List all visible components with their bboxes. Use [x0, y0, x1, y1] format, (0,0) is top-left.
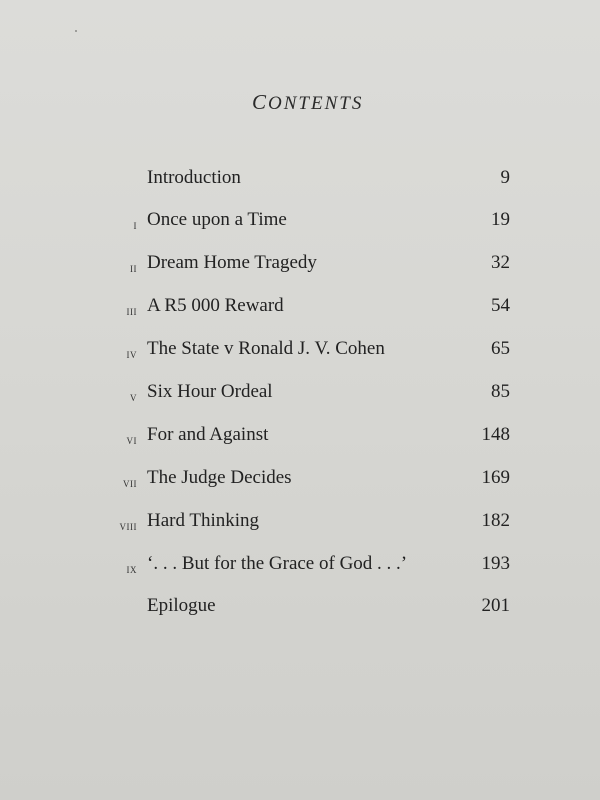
chapter-numeral: vii — [123, 475, 137, 490]
toc-entry-chapter-9 — [0, 553, 600, 583]
chapter-title: The Judge Decides — [147, 467, 292, 488]
page-number: 32 — [491, 252, 510, 273]
toc-entry-chapter-7 — [0, 467, 600, 497]
chapter-numeral: viii — [119, 518, 137, 533]
toc-entry-chapter-6 — [0, 424, 600, 454]
contents-heading: CONTENTS — [252, 90, 364, 114]
chapter-title: Introduction — [147, 167, 241, 188]
chapter-title: A R5 000 Reward — [147, 295, 284, 316]
toc-entry-chapter-2 — [0, 252, 600, 282]
chapter-title: The State v Ronald J. V. Cohen — [147, 338, 385, 359]
chapter-numeral: iv — [126, 346, 137, 361]
toc-entry-chapter-5 — [0, 381, 600, 411]
chapter-numeral: iii — [126, 303, 137, 318]
chapter-title: Hard Thinking — [147, 510, 260, 531]
chapter-numeral: v — [130, 389, 137, 404]
toc-entry-chapter-4 — [0, 338, 600, 368]
page-number: 85 — [491, 381, 510, 402]
page-number: 182 — [481, 510, 510, 531]
page-number: 65 — [491, 338, 510, 359]
page-number: 201 — [481, 595, 510, 616]
paper-speck — [75, 30, 77, 32]
toc-entry-chapter-1 — [0, 209, 600, 239]
chapter-title: Six Hour Ordeal — [147, 381, 273, 402]
page-number: 19 — [491, 209, 510, 230]
toc-entry-epilogue — [0, 595, 600, 625]
page-number: 54 — [491, 295, 510, 316]
chapter-title: Dream Home Tragedy — [147, 252, 317, 273]
chapter-numeral: ix — [126, 561, 137, 576]
chapter-title: For and Against — [147, 424, 269, 445]
page-number: 148 — [481, 424, 510, 445]
toc-entry-chapter-3 — [0, 295, 600, 325]
page-number: 9 — [500, 167, 510, 188]
chapter-numeral: ii — [130, 260, 137, 275]
chapter-numeral: i — [133, 217, 137, 232]
chapter-title: Epilogue — [147, 595, 216, 616]
toc-entry-chapter-8 — [0, 510, 600, 540]
page-number: 169 — [481, 467, 510, 488]
chapter-title: ‘. . . But for the Grace of God . . .’ — [147, 553, 408, 574]
chapter-title: Once upon a Time — [147, 209, 287, 230]
toc-entry-introduction — [0, 167, 600, 197]
chapter-numeral: vi — [126, 432, 137, 447]
page-number: 193 — [481, 553, 510, 574]
